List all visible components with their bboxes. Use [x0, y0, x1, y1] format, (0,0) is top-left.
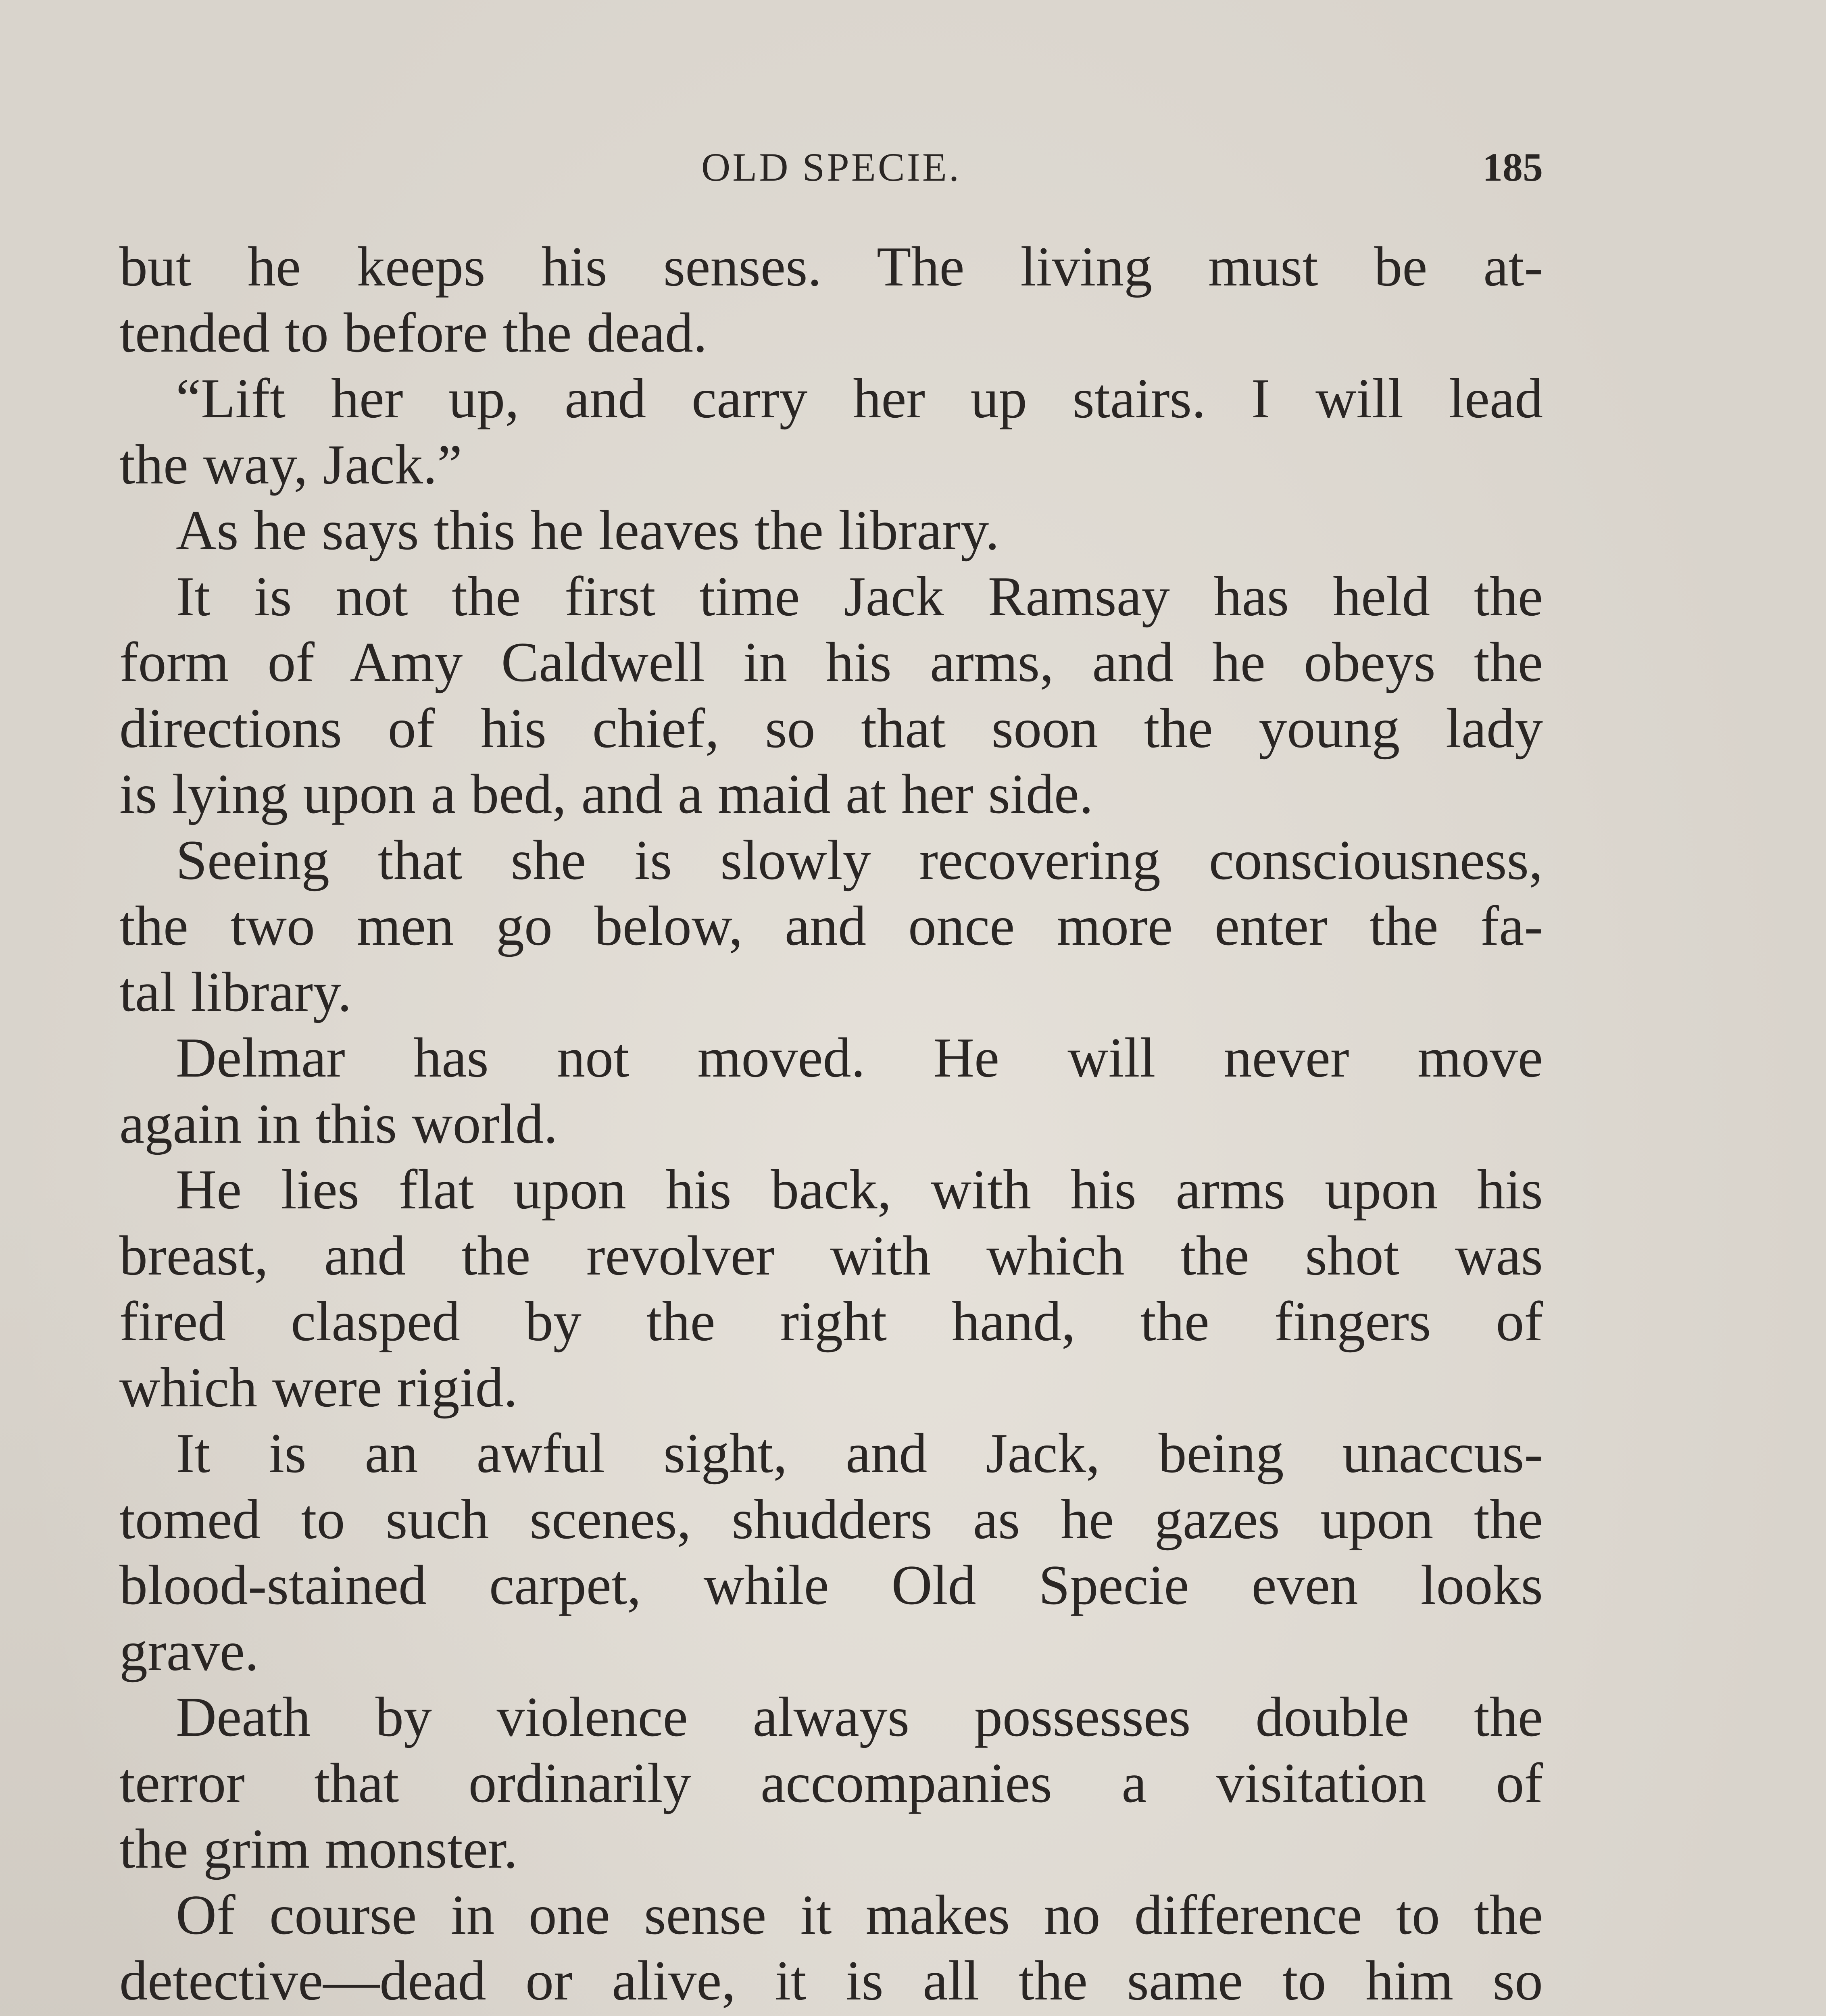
- text-line: Death by violence always possesses double the: [176, 1686, 1543, 1748]
- text-line: the two men go below, and once more enter the fa-: [119, 895, 1543, 957]
- text-line: tomed to such scenes, shudders as he gazes upon the: [119, 1488, 1543, 1551]
- text-line: He lies flat upon his back, with his arms upon his: [176, 1158, 1543, 1221]
- text-line: Delmar has not moved. He will never move: [176, 1027, 1543, 1089]
- text-line: It is not the first time Jack Ramsay has held the: [176, 565, 1543, 628]
- page-number: 185: [1482, 145, 1543, 190]
- text-line: which were rigid.: [119, 1356, 518, 1419]
- text-line: “Lift her up, and carry her up stairs. I will lead: [176, 367, 1543, 430]
- running-title: OLD SPECIE.: [701, 145, 961, 190]
- body-text: [119, 234, 1543, 2016]
- text-line: blood-stained carpet, while Old Specie even looks: [119, 1554, 1543, 1616]
- text-line: It is an awful sight, and Jack, being unaccus-: [176, 1422, 1543, 1485]
- text-line: the way, Jack.”: [119, 433, 463, 496]
- text-line: Of course in one sense it makes no difference to the: [176, 1883, 1543, 1946]
- text-line: Seeing that she is slowly recovering consciousness,: [176, 829, 1543, 891]
- text-line: the grim monster.: [119, 1818, 518, 1880]
- text-line: breast, and the revolver with which the shot was: [119, 1224, 1543, 1287]
- text-line: [119, 2014, 1543, 2016]
- text-line: again in this world.: [119, 1092, 558, 1155]
- running-head: [119, 137, 1543, 206]
- text-line: fired clasped by the right hand, the fingers of: [119, 1290, 1543, 1353]
- text-line: grave.: [119, 1620, 259, 1683]
- text-line: tal library.: [119, 960, 352, 1023]
- text-line: detective—dead or alive, it is all the same to him so: [119, 1949, 1543, 2012]
- text-line: terror that ordinarily accompanies a visitation of: [119, 1752, 1543, 1814]
- text-line: form of Amy Caldwell in his arms, and he obeys the: [119, 631, 1543, 694]
- text-line: but he keeps his senses. The living must be at-: [119, 235, 1543, 298]
- text-line: tended to before the dead.: [119, 301, 707, 364]
- text-line: is lying upon a bed, and a maid at her side.: [119, 763, 1093, 825]
- text-line: directions of his chief, so that soon the young lady: [119, 697, 1543, 760]
- text-line: As he says this he leaves the library.: [176, 499, 1000, 562]
